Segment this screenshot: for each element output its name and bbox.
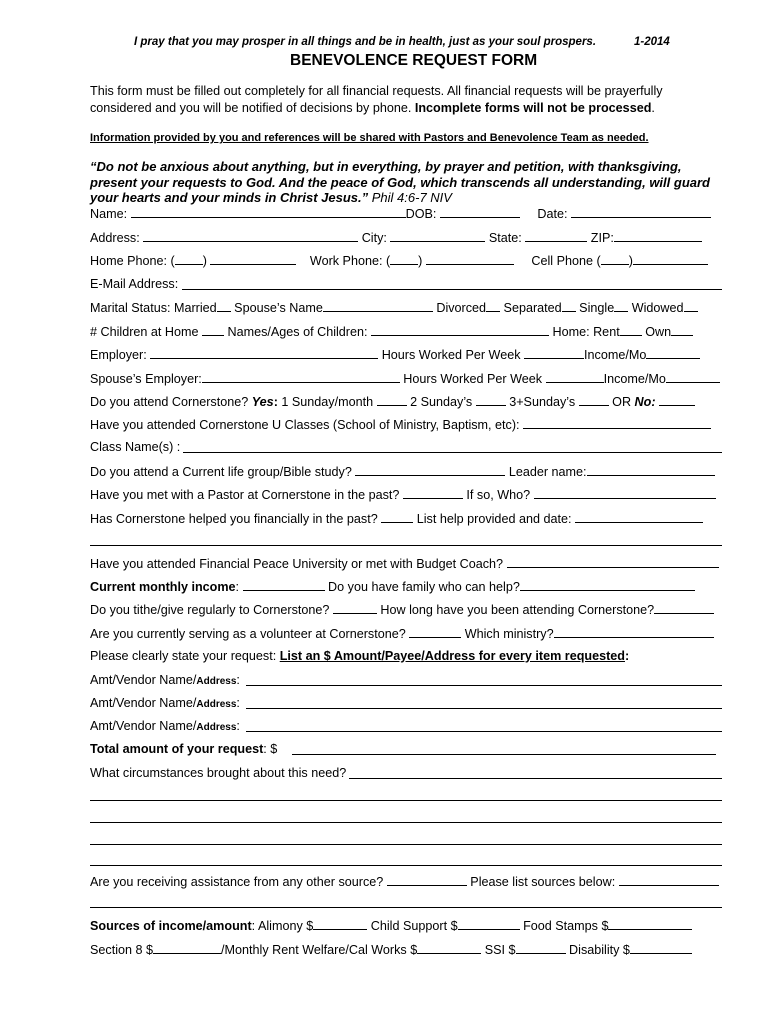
or-label: OR: [608, 395, 632, 409]
rent-field[interactable]: [620, 324, 642, 336]
date-label: Date:: [537, 207, 568, 221]
quote-line-2: present your requests to God. And the peace of God, which transcends all understanding, will guard: [90, 175, 710, 190]
email-label: E-Mail Address:: [90, 277, 179, 291]
attend-row: [90, 394, 695, 409]
current-income-field[interactable]: [243, 579, 325, 591]
city-field[interactable]: [390, 230, 485, 242]
spouse-income-field[interactable]: [666, 371, 720, 383]
child-support-label: Child Support $: [367, 919, 458, 933]
fpu-row: [90, 556, 719, 571]
amt-vendor-label-2: Amt/Vendor Name/: [90, 696, 197, 710]
spouse-employer-field[interactable]: [202, 371, 400, 383]
yes-label: Yes: [251, 395, 274, 409]
amt-vendor-label-1: Amt/Vendor Name/: [90, 673, 197, 687]
email-field[interactable]: [182, 289, 722, 290]
circumstances-line-3[interactable]: [90, 822, 722, 823]
alimony-label: : Alimony $: [251, 919, 314, 933]
amt-vendor-field-1[interactable]: [246, 685, 722, 686]
spouse-name-label: Spouse’s Name: [230, 301, 323, 315]
email-row: [90, 277, 178, 291]
quote-line-1: “Do not be anxious about anything, but in everything, by prayer and petition, with thanksgiving,: [90, 159, 682, 174]
income-mo-field[interactable]: [646, 347, 700, 359]
cell-phone-label: Cell Phone (: [531, 254, 601, 268]
intro-period: .: [651, 101, 655, 115]
amt-colon-1: :: [236, 673, 240, 687]
cell-paren: ): [628, 254, 633, 268]
home-rent-label: Home: Rent: [549, 325, 620, 339]
class-names-row: [90, 440, 180, 454]
phone-row: [90, 253, 708, 268]
life-group-label: Do you attend a Current life group/Bible study?: [90, 465, 352, 479]
food-stamps-field[interactable]: [608, 918, 692, 930]
quote-line-3: [90, 191, 452, 206]
assistance-field[interactable]: [387, 874, 467, 886]
help-extra-line[interactable]: [90, 545, 722, 546]
separated-field[interactable]: [562, 300, 576, 312]
sharing-notice: Information provided by you and references will be shared with Pastors and Benevolence Team as needed.: [90, 132, 649, 144]
if-so-label: If so, Who?: [462, 488, 531, 502]
hours-field[interactable]: [524, 347, 584, 359]
amt-vendor-label-3: Amt/Vendor Name/: [90, 719, 197, 733]
widowed-field[interactable]: [684, 300, 698, 312]
tithe-label: Do you tithe/give regularly to Cornerstone?: [90, 603, 330, 617]
life-group-row: [90, 464, 715, 479]
section8-label: Section 8 $: [90, 943, 154, 957]
address-small-label-3: Address: [196, 722, 237, 733]
disability-label: Disability $: [565, 943, 630, 957]
hours-label: Hours Worked Per Week: [378, 348, 521, 362]
amt-colon-3: :: [236, 719, 240, 733]
which-ministry-label: Which ministry?: [461, 627, 554, 641]
total-dollar: : $: [263, 742, 278, 756]
amt-vendor-field-3[interactable]: [246, 731, 722, 732]
sources-extra-line[interactable]: [90, 907, 722, 908]
helped-row: [90, 511, 703, 526]
income-mo-label: Income/Mo: [584, 348, 647, 362]
attend-label: Do you attend Cornerstone?: [90, 395, 249, 409]
yes-colon: :: [273, 395, 278, 409]
sunday2-field[interactable]: [476, 394, 506, 406]
home-phone-label: Home Phone: (: [90, 254, 175, 268]
list-sources-label: Please list sources below:: [466, 875, 616, 889]
dob-label: DOB:: [405, 207, 437, 221]
children-label: # Children at Home: [90, 325, 199, 339]
divorced-field[interactable]: [486, 300, 500, 312]
circumstances-line-2[interactable]: [90, 800, 722, 801]
divorced-label: Divorced: [432, 301, 487, 315]
welfare-label: /Monthly Rent Welfare/Cal Works $: [221, 943, 418, 957]
current-income-label: Current monthly income: [90, 580, 236, 594]
list-amount-instruction: List an $ Amount/Payee/Address for every item requested: [279, 649, 625, 663]
circumstances-label: What circumstances brought about this need?: [90, 766, 347, 780]
fpu-label: Have you attended Financial Peace University or met with Budget Coach?: [90, 557, 504, 571]
widowed-label: Widowed: [628, 301, 684, 315]
sunday1-label: 1 Sunday/month: [277, 395, 374, 409]
names-ages-label: Names/Ages of Children:: [224, 325, 368, 339]
name-row: [90, 206, 711, 221]
amt-vendor-row-2: [90, 696, 240, 711]
class-names-field[interactable]: [183, 452, 722, 453]
list-sources-field[interactable]: [619, 874, 719, 886]
employer-field[interactable]: [150, 347, 378, 359]
work-phone-label: Work Phone: (: [309, 254, 391, 268]
how-long-field[interactable]: [654, 602, 714, 614]
name-label: Name:: [90, 207, 128, 221]
sources-row: [90, 918, 692, 933]
volunteer-row: [90, 626, 714, 641]
address-small-label-1: Address: [196, 676, 237, 687]
family-help-label: Do you have family who can help?: [324, 580, 520, 594]
married-field[interactable]: [217, 300, 231, 312]
volunteer-label: Are you currently serving as a volunteer at Cornerstone?: [90, 627, 406, 641]
family-help-field[interactable]: [520, 579, 695, 591]
class-names-label: Class Name(s) :: [90, 440, 181, 454]
alimony-field[interactable]: [313, 918, 367, 930]
cell-area-field[interactable]: [601, 253, 629, 265]
food-stamps-label: Food Stamps $: [519, 919, 609, 933]
spouse-employer-label: Spouse’s Employer:: [90, 372, 202, 386]
children-count-field[interactable]: [202, 324, 224, 336]
sunday1-field[interactable]: [377, 394, 407, 406]
list-help-field[interactable]: [575, 511, 703, 523]
total-row: [90, 742, 277, 756]
name-field[interactable]: [131, 206, 406, 218]
tithe-field[interactable]: [333, 602, 377, 614]
page-title: BENEVOLENCE REQUEST FORM: [290, 52, 538, 69]
spouse-income-label: Income/Mo: [603, 372, 666, 386]
address-label: Address:: [90, 231, 140, 245]
amt-colon-2: :: [236, 696, 240, 710]
welfare-field[interactable]: [417, 942, 481, 954]
current-income-colon: :: [235, 580, 240, 594]
names-ages-field[interactable]: [371, 324, 549, 336]
work-phone-field[interactable]: [426, 253, 514, 265]
state-label: State:: [488, 231, 522, 245]
own-field[interactable]: [671, 324, 693, 336]
request-row: [90, 649, 629, 663]
if-so-field[interactable]: [534, 487, 716, 499]
children-row: [90, 324, 693, 339]
child-support-field[interactable]: [458, 918, 520, 930]
date-field[interactable]: [571, 206, 711, 218]
quote-ref: Phil 4:6-7 NIV: [371, 190, 452, 205]
city-label: City:: [361, 231, 387, 245]
leader-field[interactable]: [587, 464, 715, 476]
fpu-field[interactable]: [507, 556, 719, 568]
state-field[interactable]: [525, 230, 587, 242]
home-area-field[interactable]: [175, 253, 203, 265]
intro-line-2: [90, 101, 655, 115]
zip-label: ZIP:: [590, 231, 614, 245]
intro-line-1: This form must be filled out completely for all financial requests. All financial requests will be prayerfully: [90, 84, 663, 98]
total-field[interactable]: [292, 754, 716, 755]
date-code: 1-2014: [634, 36, 670, 48]
life-group-field[interactable]: [355, 464, 505, 476]
circumstances-line-4[interactable]: [90, 844, 722, 845]
list-help-label: List help provided and date:: [413, 512, 572, 526]
pastor-field[interactable]: [403, 487, 463, 499]
marital-row: [90, 300, 698, 315]
employer-row: [90, 347, 700, 362]
own-label: Own: [641, 325, 672, 339]
list-amount-colon: :: [624, 649, 630, 663]
state-request-label: Please clearly state your request:: [90, 649, 277, 663]
pastor-row: [90, 487, 716, 502]
sunday2-label: 2 Sunday’s: [406, 395, 473, 409]
ssi-field[interactable]: [516, 942, 566, 954]
marital-label: Marital Status: Married: [90, 301, 217, 315]
sunday3-field[interactable]: [579, 394, 609, 406]
quote-line-3-text: your hearts and your minds in Christ Jesus.”: [90, 190, 369, 205]
sources-label: Sources of income/amount: [90, 919, 252, 933]
income-row: [90, 579, 695, 594]
pastor-label: Have you met with a Pastor at Cornerstone in the past?: [90, 488, 400, 502]
section8-field[interactable]: [153, 942, 221, 954]
zip-field[interactable]: [614, 230, 702, 242]
assistance-label: Are you receiving assistance from any other source?: [90, 875, 384, 889]
home-paren: ): [202, 254, 207, 268]
which-ministry-field[interactable]: [554, 626, 714, 638]
amt-vendor-field-2[interactable]: [246, 708, 722, 709]
how-long-label: How long have you been attending Cornerstone?: [376, 603, 655, 617]
no-label: No:: [634, 395, 656, 409]
helped-field[interactable]: [381, 511, 413, 523]
assistance-row: [90, 874, 719, 889]
tithe-row: [90, 602, 714, 617]
leader-label: Leader name:: [505, 465, 587, 479]
intro-line-2-text: considered and you will be notified of decisions by phone.: [90, 101, 412, 115]
spouse-employer-row: [90, 371, 720, 386]
total-label: Total amount of your request: [90, 742, 264, 756]
circumstances-field[interactable]: [349, 778, 722, 779]
dob-field[interactable]: [440, 206, 520, 218]
classes-label: Have you attended Cornerstone U Classes (School of Ministry, Baptism, etc):: [90, 418, 520, 432]
amt-vendor-row-3: [90, 719, 240, 734]
amt-vendor-row-1: [90, 673, 240, 688]
single-label: Single: [575, 301, 615, 315]
volunteer-field[interactable]: [409, 626, 461, 638]
employer-label: Employer:: [90, 348, 147, 362]
sources-row-2: [90, 942, 692, 957]
spouse-name-field[interactable]: [323, 300, 433, 312]
circumstances-row: [90, 766, 346, 780]
separated-label: Separated: [500, 301, 562, 315]
helped-label: Has Cornerstone helped you financially in the past?: [90, 512, 378, 526]
single-field[interactable]: [614, 300, 628, 312]
disability-field[interactable]: [630, 942, 692, 954]
sunday3-label: 3+Sunday’s: [505, 395, 576, 409]
header-verse: I pray that you may prosper in all things and be in health, just as your soul prospers.: [134, 36, 597, 48]
incomplete-warning: Incomplete forms will not be processed: [414, 101, 652, 115]
classes-row: [90, 417, 711, 432]
address-field[interactable]: [143, 230, 358, 242]
home-phone-field[interactable]: [210, 253, 296, 265]
classes-field[interactable]: [523, 417, 711, 429]
address-small-label-2: Address: [196, 699, 237, 710]
work-paren: ): [418, 254, 423, 268]
spouse-hours-field[interactable]: [546, 371, 604, 383]
ssi-label: SSI $: [481, 943, 516, 957]
no-field[interactable]: [659, 394, 695, 406]
work-area-field[interactable]: [390, 253, 418, 265]
spouse-hours-label: Hours Worked Per Week: [399, 372, 543, 386]
circumstances-line-5[interactable]: [90, 865, 722, 866]
address-row: [90, 230, 702, 245]
cell-phone-field[interactable]: [633, 253, 708, 265]
